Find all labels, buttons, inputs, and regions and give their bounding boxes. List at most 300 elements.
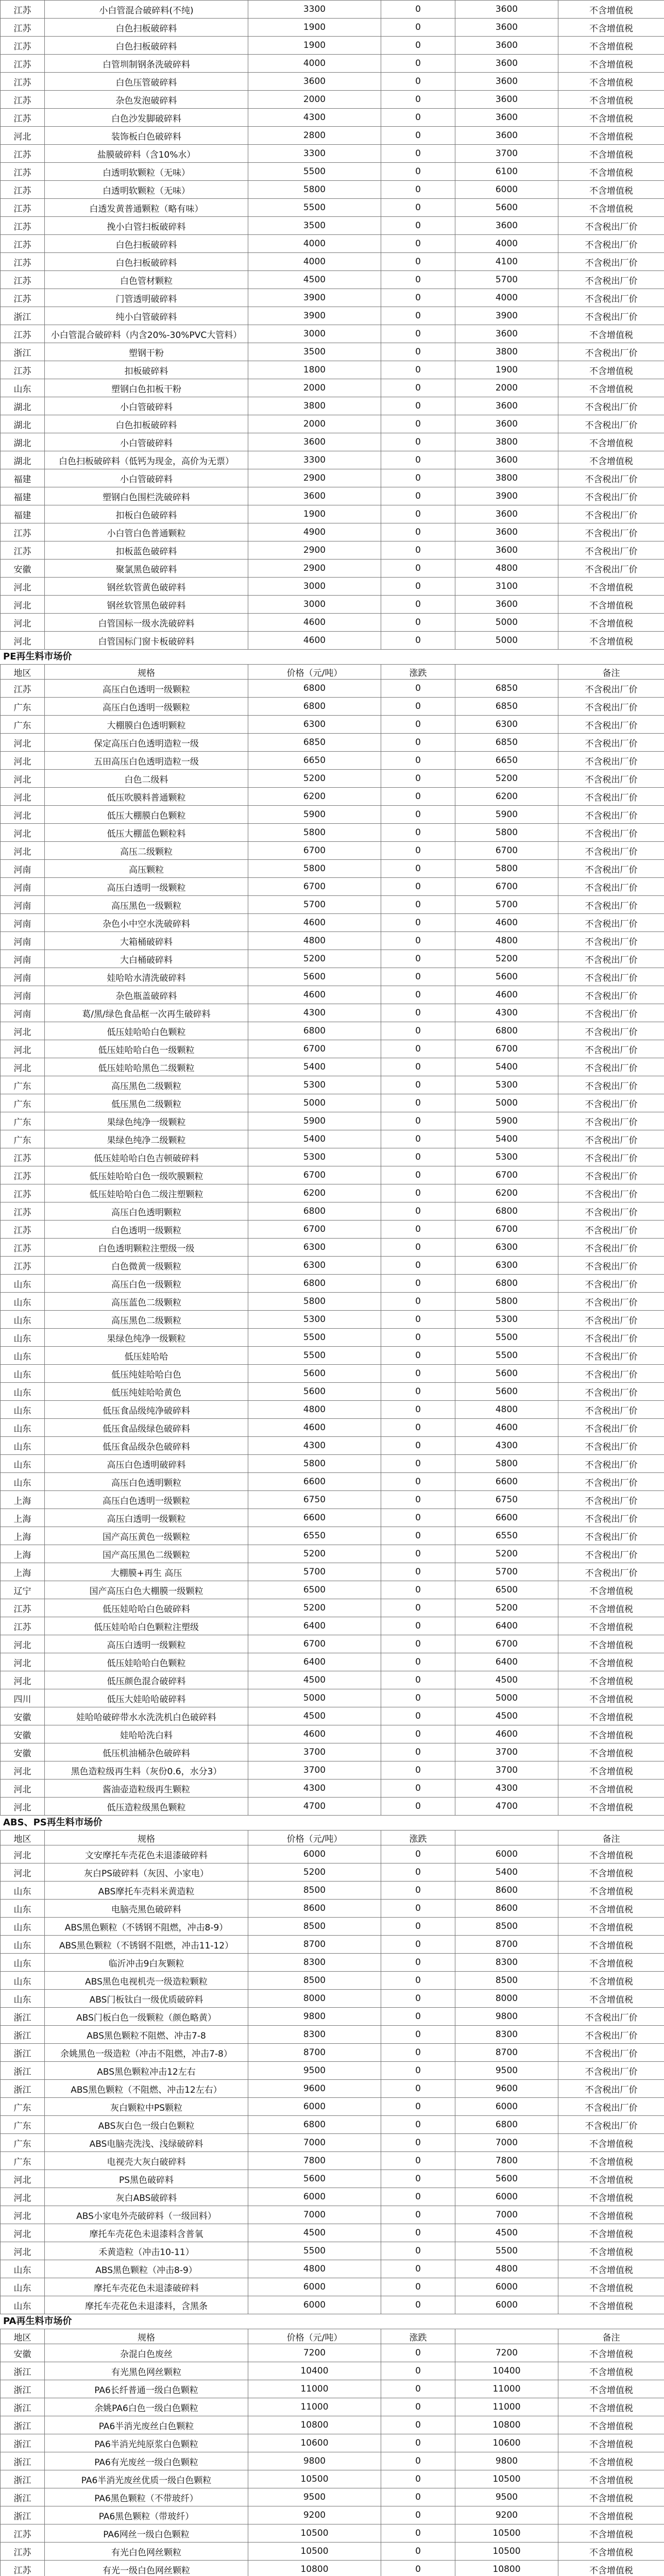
table-cell: 河北 xyxy=(1,2206,45,2224)
table-cell: 不含税出厂价 xyxy=(558,842,664,860)
table-cell: 上海 xyxy=(1,1545,45,1563)
table-cell: 0 xyxy=(381,788,455,806)
table-cell: 9500 xyxy=(455,2488,558,2506)
table-row xyxy=(1,55,664,73)
table-row xyxy=(1,2170,664,2188)
table-cell: 2000 xyxy=(248,91,381,109)
table-cell: 3600 xyxy=(455,325,558,343)
table-cell: 0 xyxy=(381,614,455,632)
table-cell: 5200 xyxy=(248,1599,381,1617)
table-cell: 10800 xyxy=(248,2561,381,2576)
table-row xyxy=(1,1527,664,1545)
table-cell: 不含增值税 xyxy=(558,632,664,650)
table-cell: 9200 xyxy=(248,2506,381,2524)
table-cell: 3500 xyxy=(248,343,381,361)
table-cell: 0 xyxy=(381,680,455,698)
table-row xyxy=(1,1022,664,1040)
table-cell: 低压娃哈哈白色颗粒注塑级 xyxy=(45,1617,248,1635)
table-cell: 不含税出厂价 xyxy=(558,1437,664,1455)
table-cell: 河北 xyxy=(1,614,45,632)
table-cell: 高压白色一级颗粒 xyxy=(45,1275,248,1293)
table-cell: 低压娃哈哈白色破碎料 xyxy=(45,1599,248,1617)
table-cell: 灰白颗粒中PS颗粒 xyxy=(45,2098,248,2116)
table-cell: 5600 xyxy=(455,1383,558,1401)
table-cell: 河南 xyxy=(1,914,45,932)
table-cell: 不含税出厂价 xyxy=(558,415,664,433)
table-cell: 国产高压白色大棚膜一级颗粒 xyxy=(45,1581,248,1599)
table-cell: 0 xyxy=(381,734,455,752)
table-cell: 10400 xyxy=(455,2362,558,2380)
table-cell: 6850 xyxy=(455,698,558,716)
table-cell: 3900 xyxy=(248,307,381,325)
table-cell: 7800 xyxy=(455,2152,558,2170)
table-row xyxy=(1,2278,664,2296)
table-cell: 小白管破碎料 xyxy=(45,469,248,487)
table-cell: 0 xyxy=(381,1202,455,1221)
table-cell: 浙江 xyxy=(1,2434,45,2452)
table-cell: 安徽 xyxy=(1,560,45,578)
table-cell: 5300 xyxy=(248,1148,381,1166)
table-cell: 果绿色纯净二级颗粒 xyxy=(45,1130,248,1148)
price-table xyxy=(0,1830,664,2314)
table-cell: 江苏 xyxy=(1,19,45,37)
table-row xyxy=(1,91,664,109)
table-cell: 不含增值税 xyxy=(558,433,664,451)
table-cell: 6700 xyxy=(455,1635,558,1653)
table-row xyxy=(1,523,664,541)
table-cell: 3000 xyxy=(248,325,381,343)
table-cell: 4500 xyxy=(248,1707,381,1725)
table-cell: 小白管混合破碎料（内含20%-30%PVC大管料） xyxy=(45,325,248,343)
table-cell: 5200 xyxy=(455,1545,558,1563)
table-cell: 4600 xyxy=(455,986,558,1004)
table-cell: 6650 xyxy=(248,752,381,770)
table-cell: 6000 xyxy=(248,1845,381,1863)
table-cell: 江苏 xyxy=(1,163,45,181)
table-cell: 0 xyxy=(381,109,455,127)
table-cell: 4500 xyxy=(248,2224,381,2242)
table-cell: 0 xyxy=(381,1509,455,1527)
table-row xyxy=(1,2116,664,2134)
table-row xyxy=(1,2098,664,2116)
table-cell: 白管国标门窗卡板破碎料 xyxy=(45,632,248,650)
table-cell: 4300 xyxy=(455,1437,558,1455)
table-cell: 高压白色透明一级颗粒 xyxy=(45,698,248,716)
table-cell: 广东 xyxy=(1,2116,45,2134)
table-cell: 白色扣板破碎料 xyxy=(45,415,248,433)
table-cell: 6000 xyxy=(248,2278,381,2296)
table-cell: 不含税出厂价 xyxy=(558,806,664,824)
table-cell: 0 xyxy=(381,1347,455,1365)
table-cell: 不含增值税 xyxy=(558,2296,664,2314)
table-cell: 不含增值税 xyxy=(558,1671,664,1689)
table-cell: 0 xyxy=(381,560,455,578)
table-cell: 不含税出厂价 xyxy=(558,2098,664,2116)
table-cell: 5200 xyxy=(455,770,558,788)
table-row xyxy=(1,950,664,968)
table-cell: 不含税出厂价 xyxy=(558,1527,664,1545)
table-cell: 4600 xyxy=(248,614,381,632)
table-cell: PA6有光废丝一级白色颗粒 xyxy=(45,2452,248,2470)
table-cell: 0 xyxy=(381,2380,455,2398)
header-row xyxy=(1,665,664,680)
table-cell: 0 xyxy=(381,2506,455,2524)
table-cell: 5800 xyxy=(248,181,381,199)
table-cell: 7200 xyxy=(455,2344,558,2362)
table-cell: 10500 xyxy=(455,2543,558,2561)
table-cell: 6200 xyxy=(455,1184,558,1202)
column-header xyxy=(455,1831,558,1845)
table-row xyxy=(1,199,664,217)
table-cell: 0 xyxy=(381,2062,455,2080)
table-cell: 湖北 xyxy=(1,433,45,451)
table-cell: 浙江 xyxy=(1,2452,45,2470)
table-cell: 7200 xyxy=(248,2344,381,2362)
table-cell: 3800 xyxy=(455,469,558,487)
table-cell: 6700 xyxy=(248,842,381,860)
table-cell: 浙江 xyxy=(1,2026,45,2044)
table-cell: 3600 xyxy=(455,55,558,73)
column-header: 规格 xyxy=(45,2329,248,2344)
table-cell: 3600 xyxy=(455,73,558,91)
table-cell: 0 xyxy=(381,1563,455,1581)
table-cell: 5600 xyxy=(455,968,558,986)
table-cell: 不含增值税 xyxy=(558,2170,664,2188)
table-cell: 6550 xyxy=(455,1527,558,1545)
table-cell: ABS黑色电视机壳一级造粒颗粒 xyxy=(45,1972,248,1990)
table-cell: 0 xyxy=(381,235,455,253)
table-cell: 江苏 xyxy=(1,289,45,307)
table-cell: 河北 xyxy=(1,1022,45,1040)
table-cell: 6400 xyxy=(455,1653,558,1671)
table-cell: 低压纯娃哈哈黄色 xyxy=(45,1383,248,1401)
table-cell: 不含税出厂价 xyxy=(558,1040,664,1058)
table-row xyxy=(1,343,664,361)
table-cell: 不含税出厂价 xyxy=(558,950,664,968)
table-cell: 10500 xyxy=(455,2524,558,2543)
table-cell: 5600 xyxy=(248,1365,381,1383)
table-cell: ABS门板钛白一级优质破碎料 xyxy=(45,1990,248,2008)
table-cell: 塑钢白色围栏洗破碎料 xyxy=(45,487,248,505)
table-cell: 5700 xyxy=(455,271,558,289)
column-header: 备注 xyxy=(558,2329,664,2344)
table-cell: 5700 xyxy=(248,896,381,914)
table-cell: 6000 xyxy=(455,2188,558,2206)
table-cell: 不含增值税 xyxy=(558,1689,664,1707)
table-cell: 不含税出厂价 xyxy=(558,716,664,734)
table-cell: 8000 xyxy=(248,1990,381,2008)
table-cell: 国产高压黑色二级颗粒 xyxy=(45,1545,248,1563)
table-row xyxy=(1,1635,664,1653)
table-cell: 4300 xyxy=(248,109,381,127)
table-cell: 0 xyxy=(381,1022,455,1040)
table-cell: 4500 xyxy=(248,1671,381,1689)
table-cell: 4500 xyxy=(455,1707,558,1725)
table-cell: 白色微黄一级颗粒 xyxy=(45,1257,248,1275)
table-cell: 6700 xyxy=(455,1040,558,1058)
table-cell: 不含增值税 xyxy=(558,2416,664,2434)
table-cell: 1900 xyxy=(248,37,381,55)
table-cell: 白透明软颗粒（无味） xyxy=(45,181,248,199)
table-row xyxy=(1,433,664,451)
table-cell: 低压纯娃哈哈白色 xyxy=(45,1365,248,1383)
table-cell: 不含增值税 xyxy=(558,1972,664,1990)
table-cell: 6000 xyxy=(248,2098,381,2116)
table-cell: 电视壳大灰白破碎料 xyxy=(45,2152,248,2170)
table-cell: 不含增值税 xyxy=(558,1581,664,1599)
table-cell: 0 xyxy=(381,73,455,91)
table-cell: 不含增值税 xyxy=(558,1882,664,1900)
table-cell: 不含增值税 xyxy=(558,578,664,596)
table-cell: 0 xyxy=(381,596,455,614)
table-cell: 河北 xyxy=(1,1863,45,1882)
table-row xyxy=(1,788,664,806)
table-cell: 4600 xyxy=(455,1419,558,1437)
table-cell: 10500 xyxy=(248,2470,381,2488)
table-cell: 6750 xyxy=(248,1491,381,1509)
table-cell: 大棚膜+再生 高压 xyxy=(45,1563,248,1581)
table-cell: 4300 xyxy=(248,1780,381,1798)
table-cell: 8700 xyxy=(248,1936,381,1954)
table-cell: 3800 xyxy=(455,343,558,361)
table-cell: 6000 xyxy=(248,2296,381,2314)
table-cell: 白管圳制钢条洗破碎料 xyxy=(45,55,248,73)
table-cell: 不含税出厂价 xyxy=(558,2008,664,2026)
table-cell: 高压白透明一级颗粒 xyxy=(45,1509,248,1527)
table-cell: 3700 xyxy=(248,1761,381,1780)
table-cell: 0 xyxy=(381,1863,455,1882)
table-row xyxy=(1,1798,664,1816)
table-cell: 5500 xyxy=(455,1347,558,1365)
table-cell: 8600 xyxy=(455,1882,558,1900)
table-cell: 0 xyxy=(381,1689,455,1707)
table-cell: 4800 xyxy=(248,932,381,950)
table-cell: 河北 xyxy=(1,127,45,145)
table-cell: 0 xyxy=(381,451,455,469)
table-cell: 4900 xyxy=(248,523,381,541)
table-cell: 6500 xyxy=(248,1581,381,1599)
table-cell: 6000 xyxy=(455,2278,558,2296)
table-cell: 8500 xyxy=(455,1972,558,1990)
table-cell: 3700 xyxy=(248,1743,381,1761)
table-cell: 果绿色纯净一级颗粒 xyxy=(45,1329,248,1347)
table-cell: 2000 xyxy=(248,415,381,433)
table-cell: 不含税出厂价 xyxy=(558,289,664,307)
table-cell: 4000 xyxy=(248,235,381,253)
table-cell: 江苏 xyxy=(1,2524,45,2543)
table-cell: 不含税出厂价 xyxy=(558,2116,664,2134)
table-cell: 5400 xyxy=(248,1130,381,1148)
table-row xyxy=(1,253,664,271)
table-cell: PA6黑色颗粒（带玻纤） xyxy=(45,2506,248,2524)
table-cell: 河北 xyxy=(1,1671,45,1689)
table-cell: 6300 xyxy=(455,716,558,734)
table-cell: 9500 xyxy=(248,2062,381,2080)
table-cell: ABS门板白色一级颗粒（颜色略黄） xyxy=(45,2008,248,2026)
table-row xyxy=(1,2362,664,2380)
table-cell: 0 xyxy=(381,217,455,235)
table-cell: 0 xyxy=(381,433,455,451)
table-row xyxy=(1,824,664,842)
table-cell: 娃哈哈水清洗破碎料 xyxy=(45,968,248,986)
table-cell: 3700 xyxy=(455,1761,558,1780)
table-cell: 江苏 xyxy=(1,37,45,55)
table-row xyxy=(1,1202,664,1221)
table-cell: 不含税出厂价 xyxy=(558,1491,664,1509)
table-cell: 浙江 xyxy=(1,2062,45,2080)
table-row xyxy=(1,1671,664,1689)
table-cell: 小白管破碎料 xyxy=(45,433,248,451)
table-row xyxy=(1,2080,664,2098)
table-cell: 扣板破碎料 xyxy=(45,361,248,379)
table-cell: 0 xyxy=(381,2434,455,2452)
table-cell: 5300 xyxy=(248,1076,381,1094)
table-cell: 不含增值税 xyxy=(558,1918,664,1936)
table-row xyxy=(1,2470,664,2488)
table-cell: 0 xyxy=(381,1545,455,1563)
table-cell: 不含税出厂价 xyxy=(558,770,664,788)
table-row xyxy=(1,1599,664,1617)
table-cell: 4800 xyxy=(455,2260,558,2278)
column-header: 地区 xyxy=(1,665,45,680)
table-cell: 0 xyxy=(381,1094,455,1112)
table-row xyxy=(1,1563,664,1581)
table-cell: 钢丝软管黄色破碎料 xyxy=(45,578,248,596)
table-cell: 国产高压黄色一级颗粒 xyxy=(45,1527,248,1545)
table-cell: 0 xyxy=(381,1972,455,1990)
table-cell: 河北 xyxy=(1,1845,45,1863)
table-cell: 5600 xyxy=(248,1383,381,1401)
table-row xyxy=(1,596,664,614)
table-cell: 浙江 xyxy=(1,2362,45,2380)
table-cell: 山东 xyxy=(1,1275,45,1293)
table-row xyxy=(1,1275,664,1293)
column-header: 涨跌 xyxy=(381,665,455,680)
table-cell: PA6半消光纯原浆白色颗粒 xyxy=(45,2434,248,2452)
table-cell: 0 xyxy=(381,379,455,397)
table-cell: 不含税出厂价 xyxy=(558,932,664,950)
table-cell: 河北 xyxy=(1,596,45,614)
table-cell: 江苏 xyxy=(1,271,45,289)
table-cell: 不含税出厂价 xyxy=(558,1166,664,1184)
table-cell: 0 xyxy=(381,770,455,788)
table-cell: 6700 xyxy=(248,878,381,896)
table-cell: 0 xyxy=(381,1437,455,1455)
table-cell: 广东 xyxy=(1,2152,45,2170)
table-cell: 0 xyxy=(381,2170,455,2188)
table-cell: 不含增值税 xyxy=(558,2224,664,2242)
table-cell: ABS黑色颗粒（不锈钢不阻燃，冲击8-9） xyxy=(45,1918,248,1936)
table-cell: 不含增值税 xyxy=(558,2278,664,2296)
table-cell: 不含税出厂价 xyxy=(558,469,664,487)
table-cell: 不含增值税 xyxy=(558,379,664,397)
table-cell: 5700 xyxy=(455,896,558,914)
table-cell: 0 xyxy=(381,1653,455,1671)
table-cell: 浙江 xyxy=(1,2380,45,2398)
table-cell: 酱油壶造粒级再生颗粒 xyxy=(45,1780,248,1798)
table-cell: 5800 xyxy=(455,860,558,878)
table-cell: 低压娃哈哈白色一级颗粒 xyxy=(45,1040,248,1058)
table-cell: 浙江 xyxy=(1,2008,45,2026)
table-cell: 0 xyxy=(381,1900,455,1918)
table-cell: 6800 xyxy=(248,2116,381,2134)
table-cell: 河北 xyxy=(1,788,45,806)
table-cell: 湖北 xyxy=(1,451,45,469)
table-cell: 上海 xyxy=(1,1491,45,1509)
table-cell: 不含增值税 xyxy=(558,73,664,91)
table-row xyxy=(1,1401,664,1419)
table-cell: 河北 xyxy=(1,770,45,788)
table-cell: 0 xyxy=(381,632,455,650)
table-row xyxy=(1,914,664,932)
table-cell: 江苏 xyxy=(1,1166,45,1184)
table-cell: 5400 xyxy=(455,1130,558,1148)
table-cell: 9500 xyxy=(248,2488,381,2506)
table-cell: 安徽 xyxy=(1,2344,45,2362)
table-cell: 不含增值税 xyxy=(558,109,664,127)
table-row xyxy=(1,487,664,505)
table-cell: 河北 xyxy=(1,578,45,596)
table-cell: 山东 xyxy=(1,1347,45,1365)
table-cell: 0 xyxy=(381,2008,455,2026)
table-row xyxy=(1,19,664,37)
table-cell: 10600 xyxy=(248,2434,381,2452)
table-row xyxy=(1,451,664,469)
table-cell: 不含增值税 xyxy=(558,37,664,55)
table-cell: 不含税出厂价 xyxy=(558,505,664,523)
table-cell: 3900 xyxy=(248,289,381,307)
table-cell: 5800 xyxy=(455,1293,558,1311)
table-cell: 河北 xyxy=(1,1058,45,1076)
table-cell: 0 xyxy=(381,1257,455,1275)
table-row xyxy=(1,235,664,253)
table-cell: 不含增值税 xyxy=(558,2206,664,2224)
table-row xyxy=(1,560,664,578)
table-row xyxy=(1,878,664,896)
table-cell: 0 xyxy=(381,469,455,487)
table-cell: 11000 xyxy=(455,2380,558,2398)
table-cell: 0 xyxy=(381,1293,455,1311)
table-cell: 摩托车壳花色未退漆破碎料 xyxy=(45,2278,248,2296)
table-cell: 0 xyxy=(381,1936,455,1954)
table-cell: 3600 xyxy=(455,1,558,19)
table-cell: 6800 xyxy=(248,698,381,716)
table-cell: 5500 xyxy=(455,2242,558,2260)
table-cell: 不含税出厂价 xyxy=(558,560,664,578)
table-cell: 11000 xyxy=(248,2380,381,2398)
table-cell: 5300 xyxy=(248,1311,381,1329)
table-cell: 2000 xyxy=(248,379,381,397)
table-cell: 3600 xyxy=(455,127,558,145)
table-cell: 河北 xyxy=(1,734,45,752)
table-cell: 不含增值税 xyxy=(558,163,664,181)
table-cell: 3700 xyxy=(455,145,558,163)
table-cell: 4800 xyxy=(248,2260,381,2278)
table-cell: 不含税出厂价 xyxy=(558,824,664,842)
table-cell: 山东 xyxy=(1,2296,45,2314)
table-cell: 河南 xyxy=(1,1004,45,1022)
table-cell: 不含增值税 xyxy=(558,2398,664,2416)
column-header: 价格（元/吨） xyxy=(248,2329,381,2344)
table-row xyxy=(1,1148,664,1166)
table-cell: 6700 xyxy=(455,1221,558,1239)
table-row xyxy=(1,1166,664,1184)
table-cell: 3600 xyxy=(455,19,558,37)
table-cell: 不含税出厂价 xyxy=(558,914,664,932)
table-cell: 安徽 xyxy=(1,1707,45,1725)
table-row xyxy=(1,896,664,914)
table-cell: 不含增值税 xyxy=(558,2380,664,2398)
